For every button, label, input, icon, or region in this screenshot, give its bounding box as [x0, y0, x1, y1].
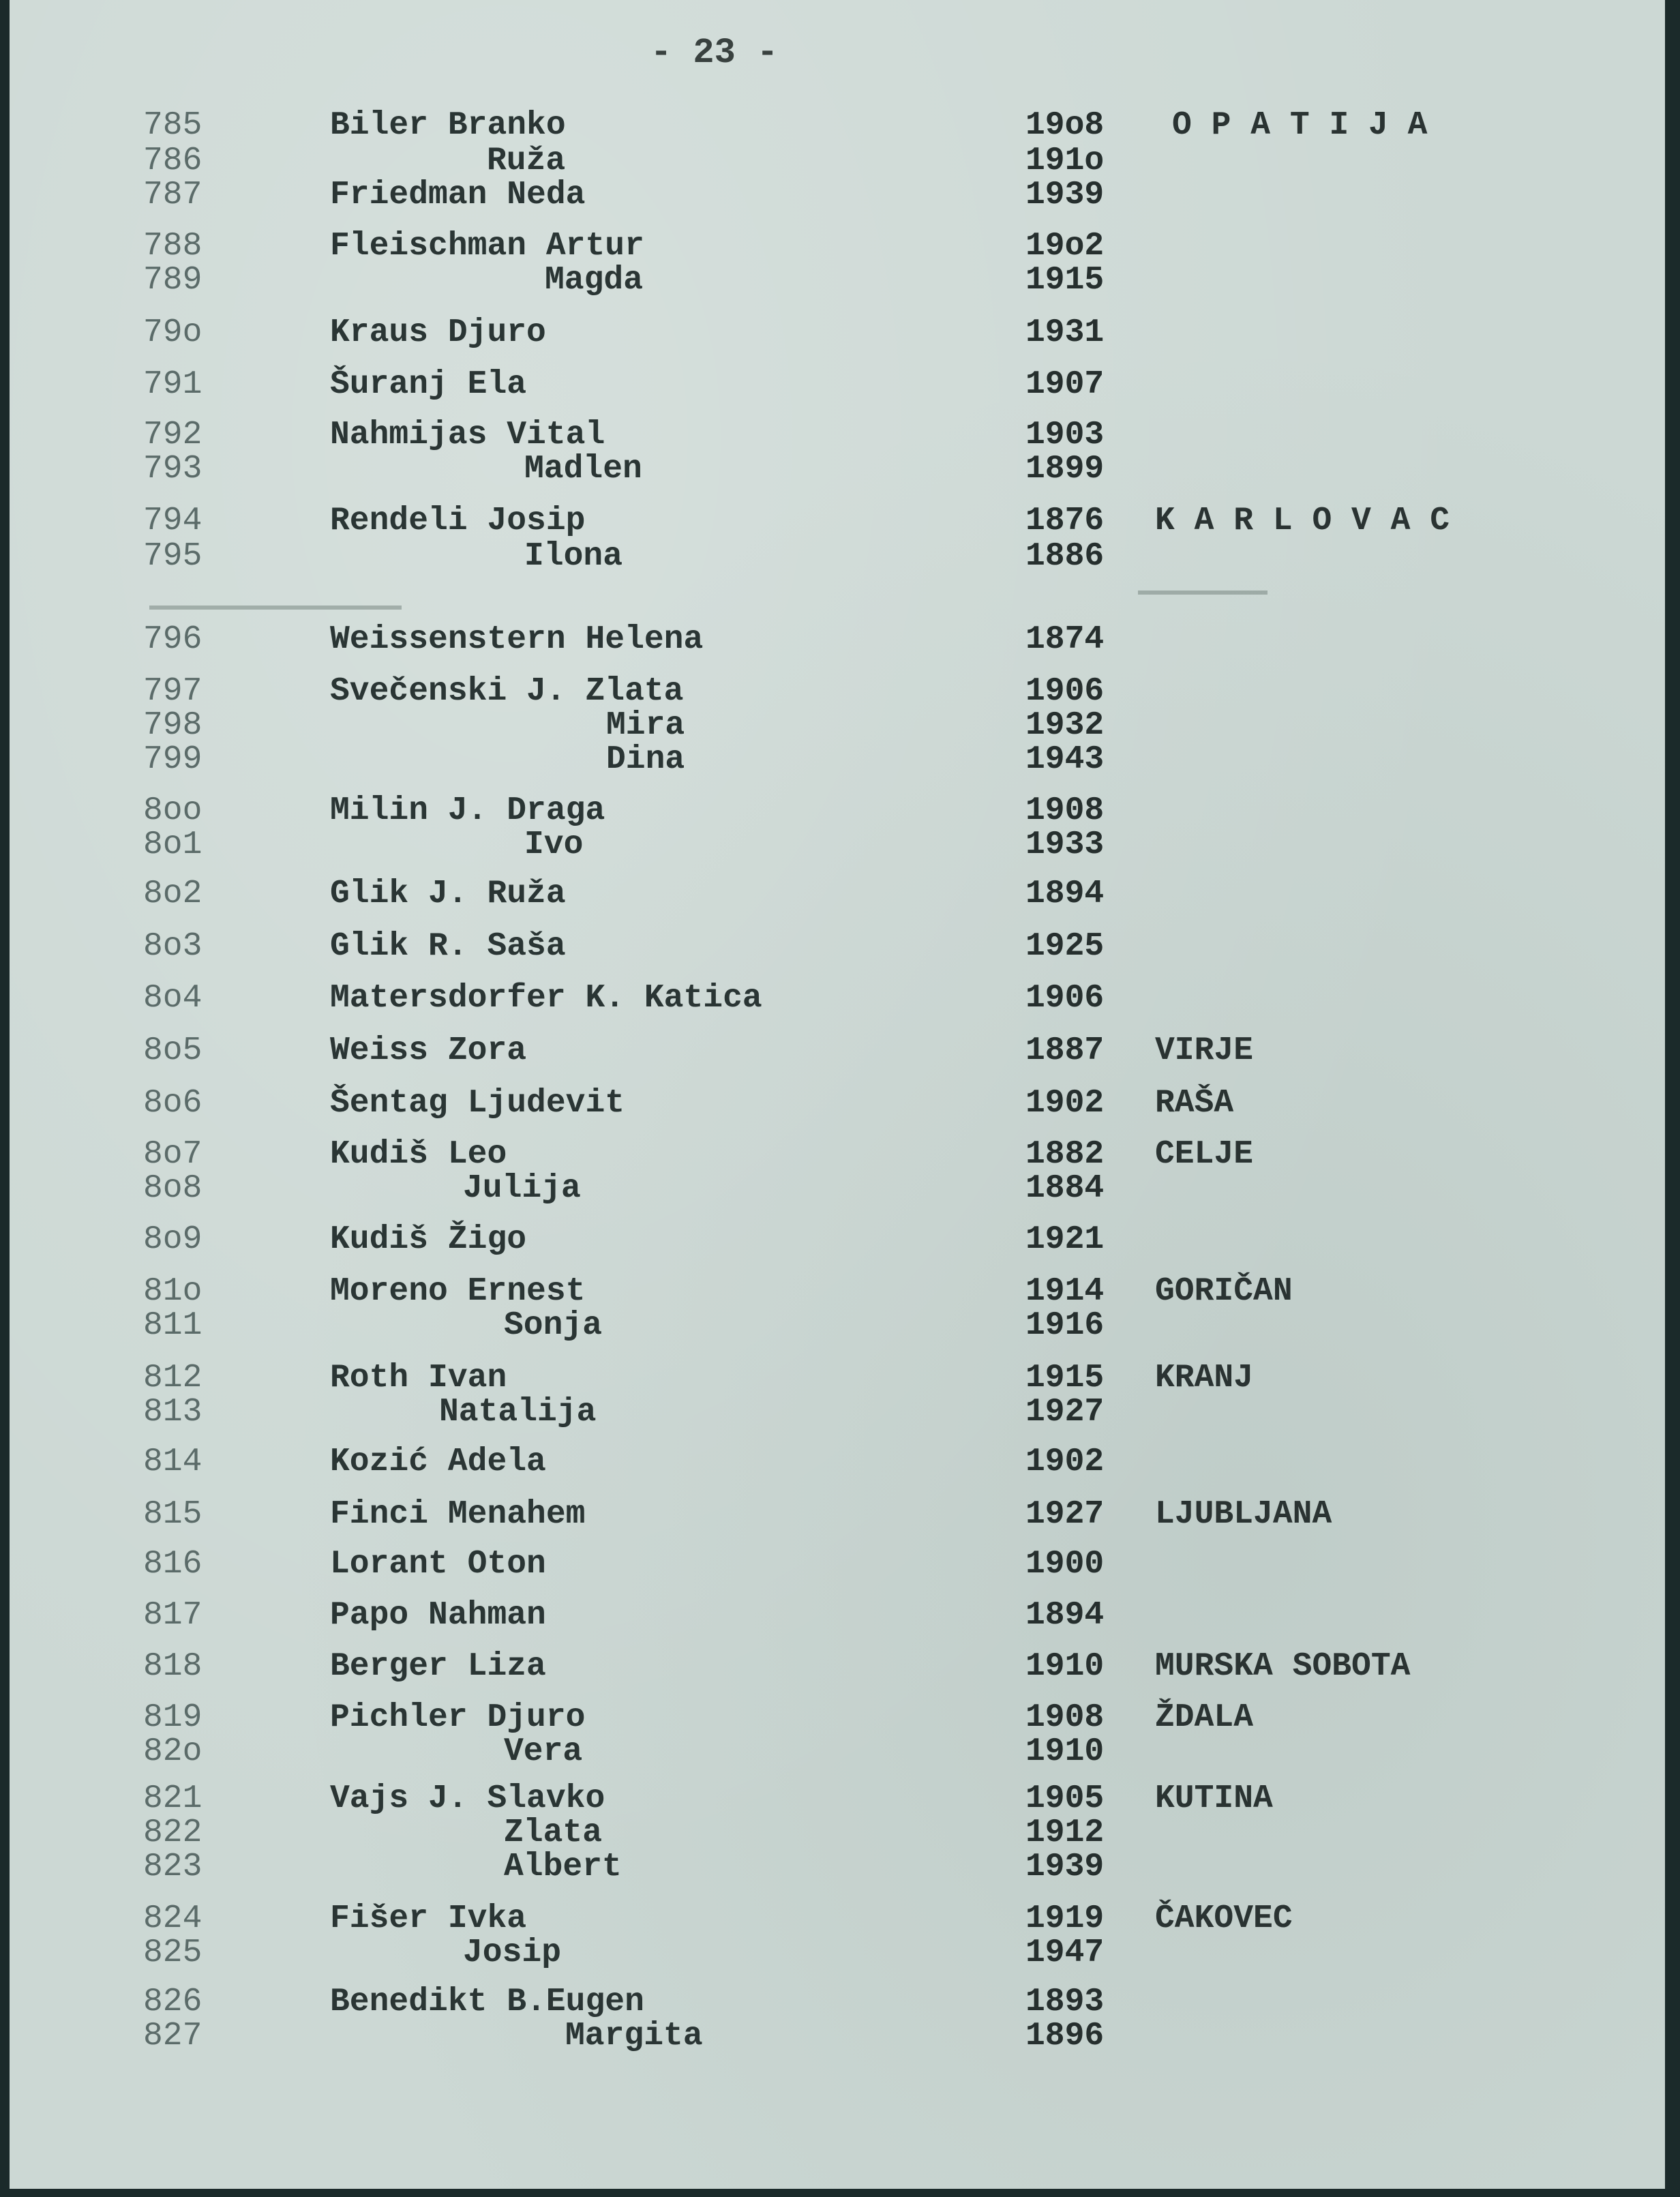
entry-number: 792 — [143, 417, 202, 453]
person-name: Madlen — [524, 451, 642, 488]
person-name: Natalija — [439, 1394, 597, 1431]
person-name: Šentag Ljudevit — [330, 1085, 625, 1122]
place-name: O P A T I J A — [1172, 107, 1428, 144]
birth-year: 1893 — [1025, 1984, 1105, 2020]
entry-number: 826 — [143, 1984, 202, 2020]
birth-year: 1900 — [1025, 1546, 1105, 1583]
person-name: Glik J. Ruža — [330, 876, 566, 912]
person-name: Biler Branko — [330, 107, 566, 144]
person-name: Ivo — [524, 826, 584, 863]
person-name: Magda — [545, 262, 644, 299]
place-name: RAŠA — [1155, 1085, 1234, 1122]
entry-number: 822 — [143, 1814, 202, 1851]
entry-number: 813 — [143, 1394, 202, 1431]
birth-year: 1912 — [1025, 1814, 1105, 1851]
birth-year: 1927 — [1025, 1496, 1105, 1533]
birth-year: 1884 — [1025, 1170, 1105, 1207]
birth-year: 1916 — [1025, 1307, 1105, 1344]
birth-year: 1947 — [1025, 1934, 1105, 1971]
birth-year: 1927 — [1025, 1394, 1105, 1431]
person-name: Margita — [565, 2018, 703, 2054]
entry-number: 79o — [143, 314, 202, 351]
person-name: Kudiš Leo — [330, 1136, 507, 1173]
place-name: K A R L O V A C — [1155, 503, 1450, 539]
birth-year: 19o2 — [1025, 228, 1105, 265]
entry-number: 797 — [143, 673, 202, 710]
person-name: Zlata — [504, 1814, 603, 1851]
entry-number: 821 — [143, 1780, 202, 1817]
entry-number: 812 — [143, 1360, 202, 1396]
entry-number: 818 — [143, 1648, 202, 1685]
entry-number: 8o9 — [143, 1221, 202, 1258]
person-name: Weissenstern Helena — [330, 621, 704, 658]
person-name: Albert — [504, 1849, 622, 1885]
entry-number: 788 — [143, 228, 202, 265]
entry-number: 819 — [143, 1699, 202, 1736]
entry-number: 799 — [143, 741, 202, 778]
entry-number: 793 — [143, 451, 202, 488]
person-name: Weiss Zora — [330, 1032, 527, 1069]
place-name: CELJE — [1155, 1136, 1254, 1173]
underline-mark — [1138, 591, 1268, 595]
person-name: Benedikt B.Eugen — [330, 1984, 644, 2020]
birth-year: 1906 — [1025, 980, 1105, 1017]
birth-year: 1907 — [1025, 366, 1105, 403]
entry-number: 825 — [143, 1934, 202, 1971]
entry-number: 827 — [143, 2018, 202, 2054]
person-name: Svečenski J. Zlata — [330, 673, 684, 710]
person-name: Fišer Ivka — [330, 1900, 527, 1937]
person-name: Mira — [606, 707, 685, 744]
entry-number: 811 — [143, 1307, 202, 1344]
person-name: Nahmijas Vital — [330, 417, 605, 453]
birth-year: 1919 — [1025, 1900, 1105, 1937]
place-name: MURSKA SOBOTA — [1155, 1648, 1411, 1685]
birth-year: 1943 — [1025, 741, 1105, 778]
birth-year: 1886 — [1025, 538, 1105, 575]
person-name: Rendeli Josip — [330, 503, 586, 539]
entry-number: 8o5 — [143, 1032, 202, 1069]
birth-year: 1939 — [1025, 1849, 1105, 1885]
entry-number: 794 — [143, 503, 202, 539]
birth-year: 1903 — [1025, 417, 1105, 453]
birth-year: 1939 — [1025, 177, 1105, 213]
place-name: ČAKOVEC — [1155, 1900, 1293, 1937]
birth-year: 1915 — [1025, 262, 1105, 299]
place-name: VIRJE — [1155, 1032, 1254, 1069]
birth-year: 1882 — [1025, 1136, 1105, 1173]
birth-year: 19o8 — [1025, 107, 1105, 144]
document-page — [10, 0, 1665, 2189]
entry-number: 814 — [143, 1444, 202, 1480]
birth-year: 1921 — [1025, 1221, 1105, 1258]
place-name: ŽDALA — [1155, 1699, 1254, 1736]
entry-number: 8o7 — [143, 1136, 202, 1173]
birth-year: 1902 — [1025, 1444, 1105, 1480]
birth-year: 1896 — [1025, 2018, 1105, 2054]
person-name: Ruža — [487, 143, 566, 179]
birth-year: 191o — [1025, 143, 1105, 179]
person-name: Berger Liza — [330, 1648, 546, 1685]
birth-year: 1894 — [1025, 876, 1105, 912]
person-name: Fleischman Artur — [330, 228, 644, 265]
birth-year: 1933 — [1025, 826, 1105, 863]
birth-year: 1906 — [1025, 673, 1105, 710]
entry-number: 791 — [143, 366, 202, 403]
entry-number: 81o — [143, 1273, 202, 1310]
place-name: KUTINA — [1155, 1780, 1273, 1817]
entry-number: 82o — [143, 1733, 202, 1770]
place-name: KRANJ — [1155, 1360, 1254, 1396]
entry-number: 8o4 — [143, 980, 202, 1017]
entry-number: 798 — [143, 707, 202, 744]
person-name: Moreno Ernest — [330, 1273, 586, 1310]
birth-year: 1910 — [1025, 1733, 1105, 1770]
person-name: Kozić Adela — [330, 1444, 546, 1480]
entry-number: 789 — [143, 262, 202, 299]
birth-year: 1908 — [1025, 1699, 1105, 1736]
birth-year: 1931 — [1025, 314, 1105, 351]
entry-number: 8o1 — [143, 826, 202, 863]
entry-number: 824 — [143, 1900, 202, 1937]
person-name: Josip — [463, 1934, 562, 1971]
entry-number: 785 — [143, 107, 202, 144]
birth-year: 1932 — [1025, 707, 1105, 744]
birth-year: 1887 — [1025, 1032, 1105, 1069]
person-name: Sonja — [504, 1307, 603, 1344]
underline-mark — [149, 606, 402, 610]
entry-number: 8oo — [143, 792, 202, 829]
birth-year: 1899 — [1025, 451, 1105, 488]
person-name: Kraus Djuro — [330, 314, 546, 351]
entry-number: 815 — [143, 1496, 202, 1533]
page-number: - 23 - — [650, 33, 779, 73]
person-name: Šuranj Ela — [330, 366, 527, 403]
birth-year: 1876 — [1025, 503, 1105, 539]
person-name: Ilona — [524, 538, 623, 575]
birth-year: 1874 — [1025, 621, 1105, 658]
person-name: Finci Menahem — [330, 1496, 586, 1533]
entry-number: 796 — [143, 621, 202, 658]
entry-number: 786 — [143, 143, 202, 179]
birth-year: 1902 — [1025, 1085, 1105, 1122]
entry-number: 795 — [143, 538, 202, 575]
person-name: Julija — [463, 1170, 581, 1207]
person-name: Vajs J. Slavko — [330, 1780, 605, 1817]
person-name: Papo Nahman — [330, 1597, 546, 1634]
birth-year: 1908 — [1025, 792, 1105, 829]
birth-year: 1925 — [1025, 928, 1105, 965]
person-name: Glik R. Saša — [330, 928, 566, 965]
person-name: Milin J. Draga — [330, 792, 605, 829]
birth-year: 1915 — [1025, 1360, 1105, 1396]
person-name: Vera — [504, 1733, 583, 1770]
place-name: GORIČAN — [1155, 1273, 1293, 1310]
entry-number: 8o2 — [143, 876, 202, 912]
entry-number: 8o3 — [143, 928, 202, 965]
person-name: Friedman Neda — [330, 177, 586, 213]
birth-year: 1894 — [1025, 1597, 1105, 1634]
birth-year: 1905 — [1025, 1780, 1105, 1817]
person-name: Pichler Djuro — [330, 1699, 586, 1736]
person-name: Roth Ivan — [330, 1360, 507, 1396]
entry-number: 823 — [143, 1849, 202, 1885]
entry-number: 8o8 — [143, 1170, 202, 1207]
entry-number: 787 — [143, 177, 202, 213]
place-name: LJUBLJANA — [1155, 1496, 1332, 1533]
entry-number: 816 — [143, 1546, 202, 1583]
person-name: Matersdorfer K. Katica — [330, 980, 762, 1017]
person-name: Lorant Oton — [330, 1546, 546, 1583]
person-name: Dina — [606, 741, 685, 778]
birth-year: 1910 — [1025, 1648, 1105, 1685]
person-name: Kudiš Žigo — [330, 1221, 527, 1258]
birth-year: 1914 — [1025, 1273, 1105, 1310]
entry-number: 8o6 — [143, 1085, 202, 1122]
entry-number: 817 — [143, 1597, 202, 1634]
